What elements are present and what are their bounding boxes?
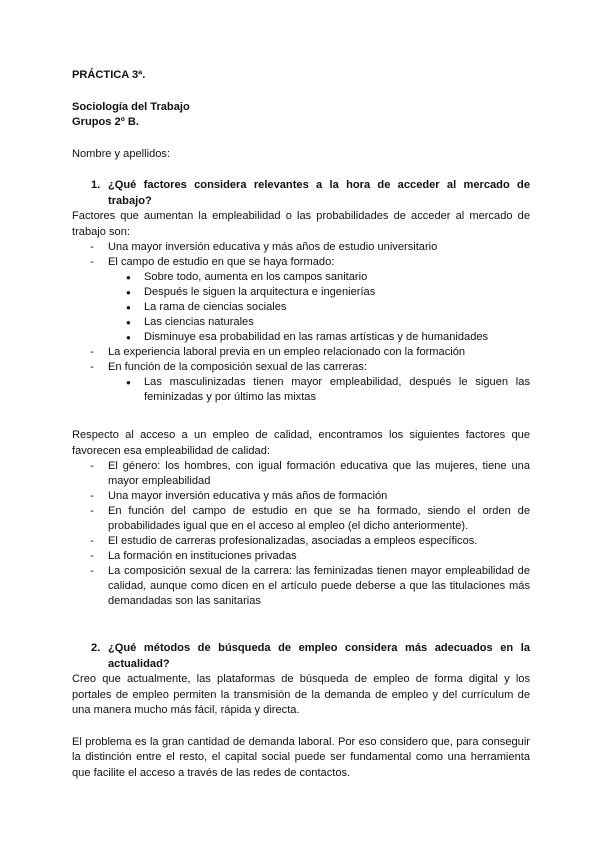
question-1-number: 1. (91, 179, 101, 191)
list-item: - El campo de estudio en que se haya formado: (90, 256, 335, 268)
q2-paragraph-1: Creo que actualmente, las plataformas de búsqueda de empleo de forma digital y los portales de empleo permiten la transmisión de la demanda de empleo y del currículum de una manera mucho más fácil, rápida y directa. (72, 673, 530, 716)
list-item: - La formación en instituciones privadas (90, 550, 297, 562)
list-item: ● La rama de ciencias sociales (126, 301, 287, 313)
question-1 (91, 178, 530, 209)
q1-gender-sublist (72, 375, 530, 405)
list-item: - El estudio de carreras profesionalizadas, asociadas a empleos específicos. (90, 535, 478, 547)
list-item: - Una mayor inversión educativa y más años de estudio universitario (90, 241, 438, 253)
q1-intro: Factores que aumentan la empleabilidad o las probabilidades de acceder al mercado de trabajo son: (72, 210, 530, 238)
q1-factor-list-continued (72, 345, 530, 375)
q1-field-sublist (72, 270, 530, 345)
q1-quality-list (72, 459, 530, 609)
list-item: - La composición sexual de la carrera: las feminizadas tienen mayor empleabilidad de calidad, aunque como dicen en el artículo puede deberse a que las titulaciones más demandadas son las sanitarias (90, 565, 530, 607)
list-item: - En función de la composición sexual de las carreras: (90, 361, 367, 373)
list-item: - La experiencia laboral previa en un empleo relacionado con la formación (90, 346, 466, 358)
question-2-text: ¿Qué métodos de búsqueda de empleo considera más adecuados en la actualidad? (108, 642, 530, 670)
q2-paragraph-2: El problema es la gran cantidad de demanda laboral. Por eso considero que, para conseguir la distinción entre el resto, el capital social puede ser fundamental como una herramienta que facilite el acceso a través de las redes de contactos. (72, 735, 530, 779)
group-title: Grupos 2º B. (72, 116, 139, 128)
list-item: - En función del campo de estudio en que se ha formado, siendo el orden de probabilidades igual que en el acceso al empleo (el dicho anteriormente). (90, 505, 530, 532)
subject-title: Sociología del Trabajo (72, 100, 190, 113)
list-item: - El género: los hombres, con igual formación educativa que las mujeres, tiene una mayor empleabilidad (90, 460, 530, 487)
list-item: ● Después le siguen la arquitectura e ingenierías (126, 286, 376, 298)
name-label: Nombre y apellidos: (72, 147, 171, 160)
question-2-number: 2. (91, 642, 101, 654)
document-page (72, 68, 530, 781)
q1-quality-intro: Respecto al acceso a un empleo de calidad, encontramos los siguientes factores que favorecen esa empleabilidad de calidad: (72, 429, 530, 457)
list-item: ● Las ciencias naturales (126, 316, 254, 328)
list-item: ● Sobre todo, aumenta en los campos sanitario (126, 271, 368, 283)
list-item: - Una mayor inversión educativa y más años de formación (90, 490, 388, 502)
question-1-text: ¿Qué factores considera relevantes a la hora de acceder al mercado de trabajo? (108, 179, 530, 207)
practice-title: PRÁCTICA 3ª. (72, 69, 146, 81)
q1-factor-list (72, 240, 530, 270)
question-2 (91, 641, 530, 672)
list-item: ● Las masculinizadas tienen mayor empleabilidad, después le siguen las feminizadas y por último las mixtas (126, 376, 530, 403)
list-item: ● Disminuye esa probabilidad en las ramas artísticas y de humanidades (126, 331, 489, 343)
